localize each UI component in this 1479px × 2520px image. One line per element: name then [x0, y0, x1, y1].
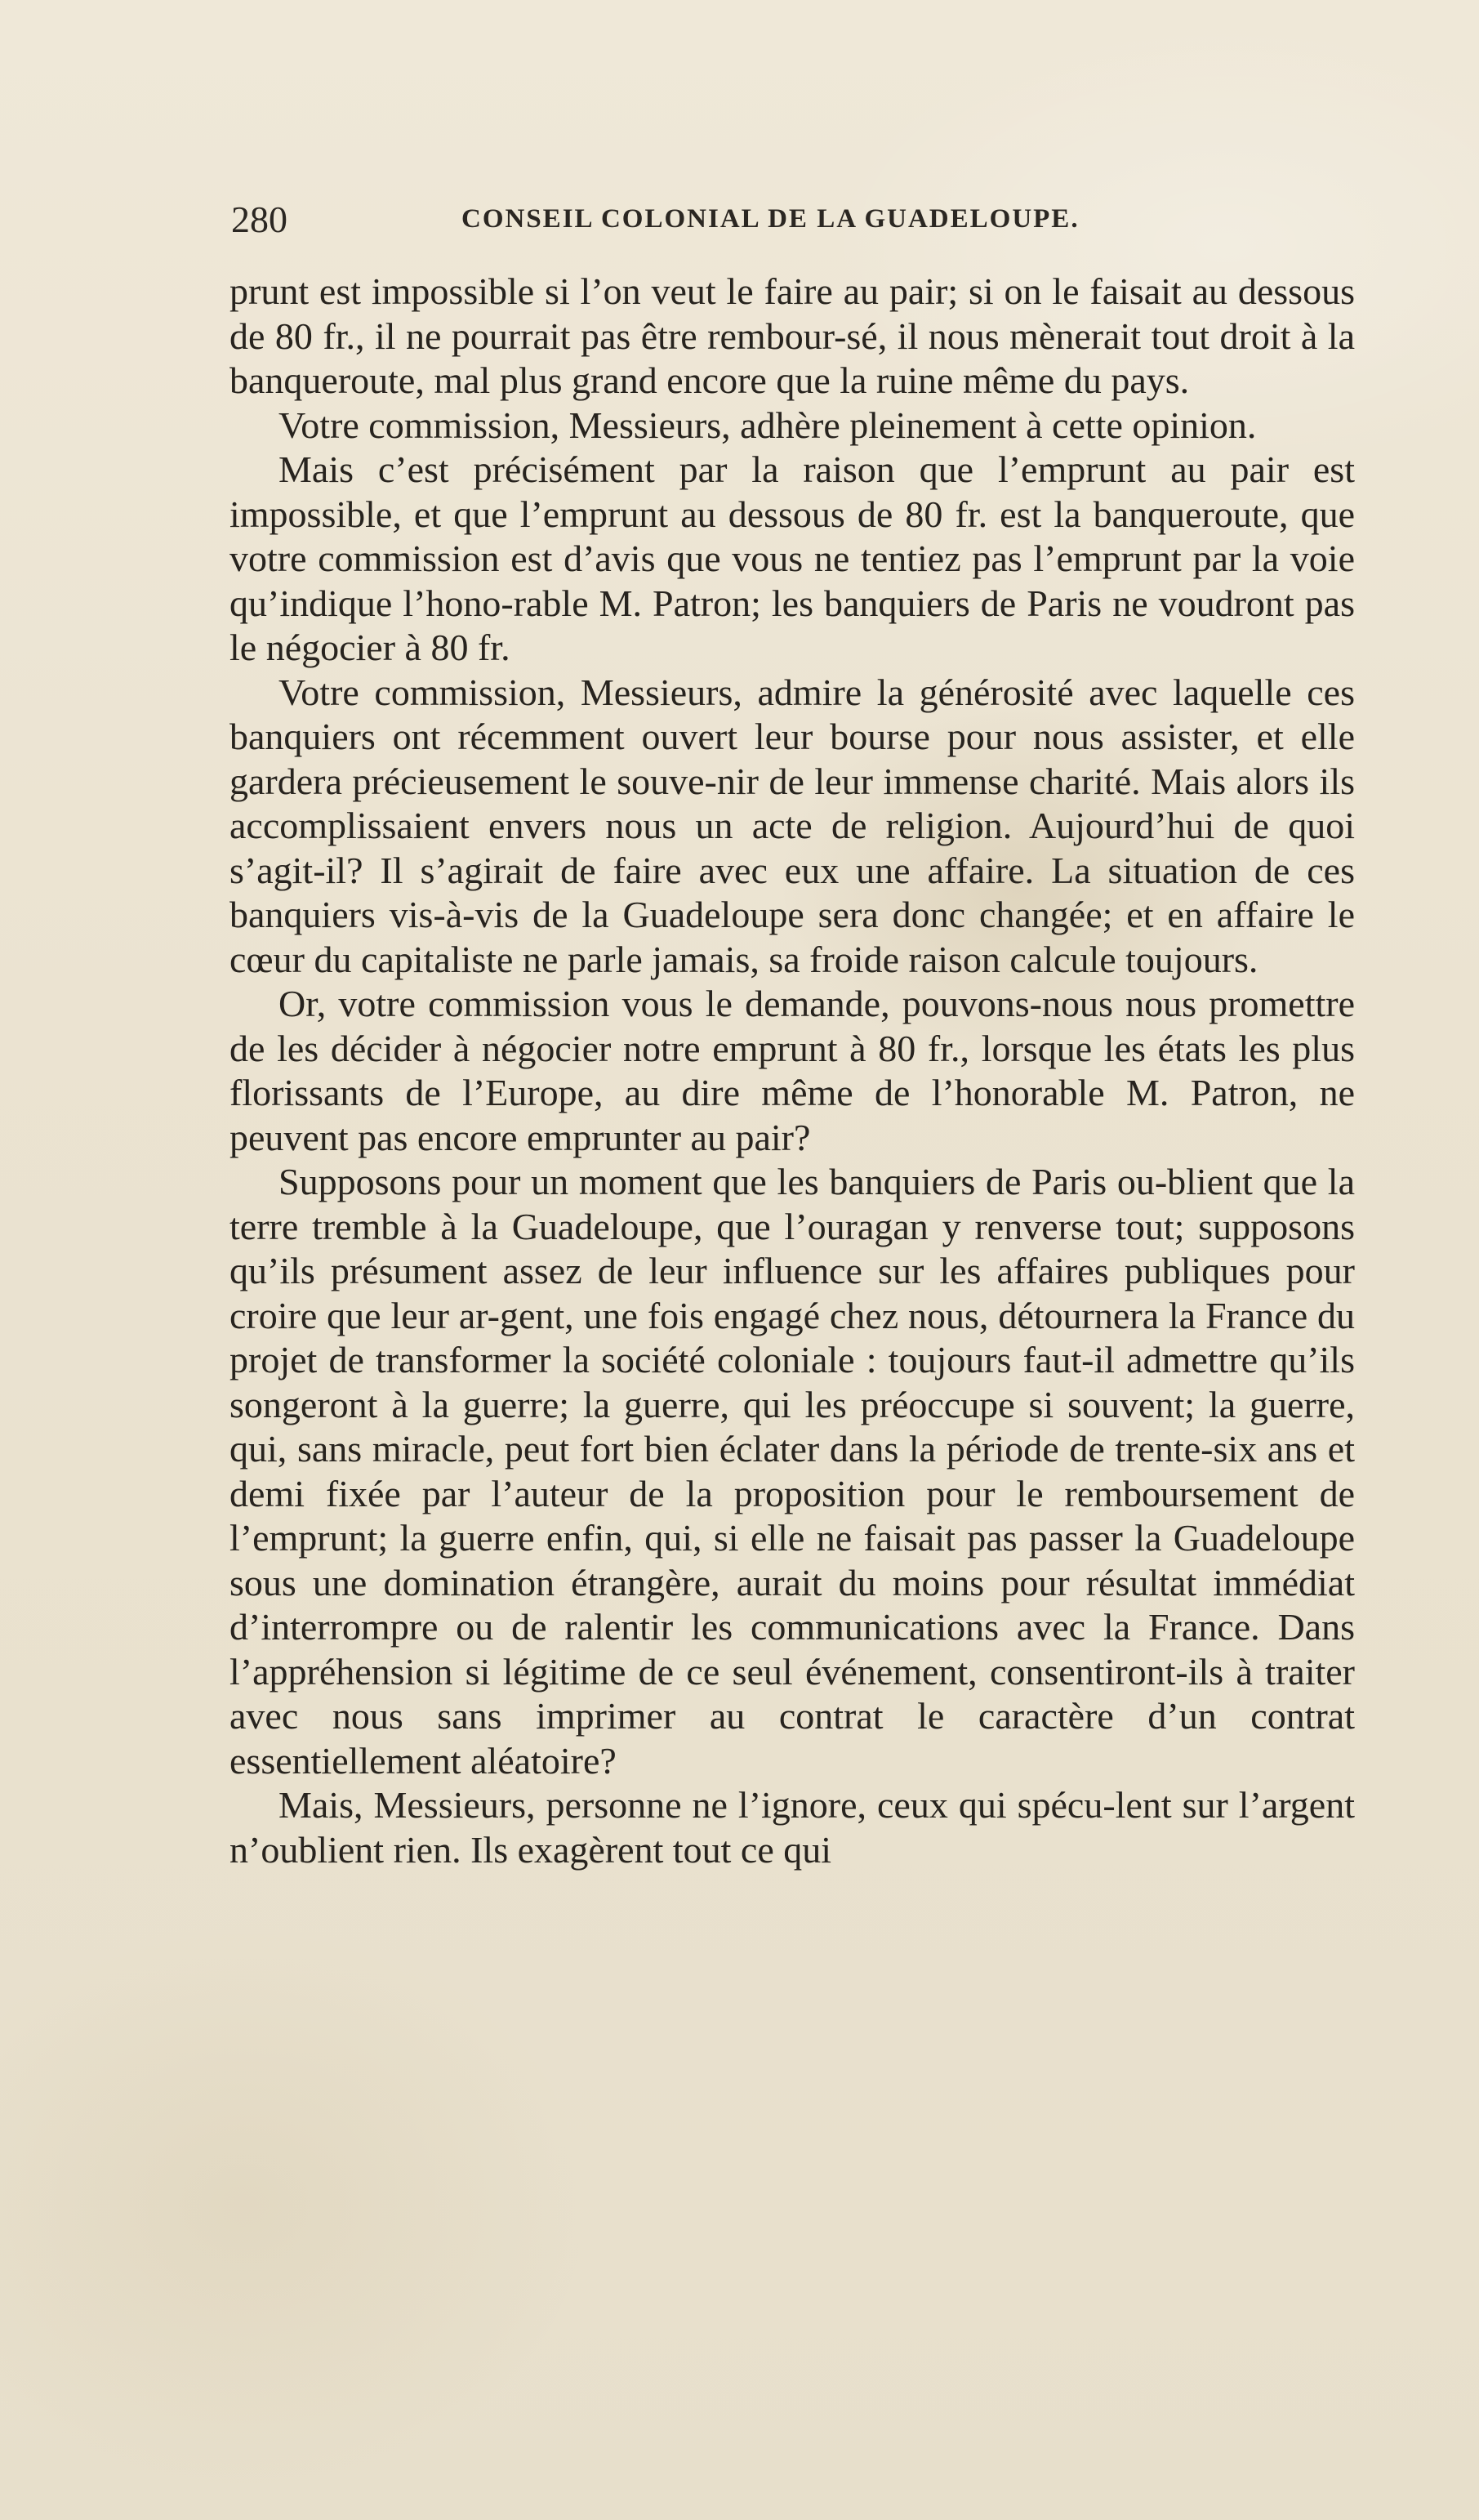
paragraph-3: Mais c’est précisément par la raison que l’emprunt au pair est impossible, et que l’emprunt au dessous de 80 fr. est la banqueroute, que votre commission est d’avis que vous ne tentiez pas l’emprunt par la voie qu’indique l’hono-rable M. Patron; les banquiers de Paris ne voudront pas le négocier à 80 fr. — [229, 448, 1355, 668]
paragraph-2: Votre commission, Messieurs, adhère pleinement à cette opinion. — [278, 404, 1257, 446]
running-head: CONSEIL COLONIAL DE LA GUADELOUPE. — [461, 204, 1080, 234]
page-number: 280 — [231, 198, 287, 240]
paragraph-1: prunt est impossible si l’on veut le faire au pair; si on le faisait au dessous de 80 fr., il ne pourrait pas être rembour-sé, il nous mènerait tout droit à la banqueroute, mal plus grand encore que la ruine même du pays. — [229, 270, 1355, 401]
paragraph-7: Mais, Messieurs, personne ne l’ignore, ceux qui spécu-lent sur l’argent n’oublient rien. Ils exagèrent tout ce qui — [229, 1784, 1355, 1871]
paragraph-6: Supposons pour un moment que les banquiers de Paris ou-blient que la terre tremble à la Guadeloupe, que l’ouragan y renverse tout; supposons qu’ils présument assez de leur influence sur les affaires publiques pour croire que leur ar-gent, une fois engagé chez nous, détournera la France du projet de transformer la société coloniale : toujours faut-il admettre qu’ils songeront à la guerre; la guerre, qui les préoccupe si souvent; la guerre, qui, sans miracle, peut fort bien éclater dans la période de trente-six ans et demi fixée par l’auteur de la proposition pour le remboursement de l’emprunt; la guerre enfin, qui, si elle ne faisait pas passer la Guadeloupe sous une domination étrangère, aurait du moins pour résultat immédiat d’interrompre ou de ralentir les communications avec la France. Dans l’appréhension si légitime de ce seul événement, consentiront-ils à traiter avec nous sans imprimer au contrat le caractère d’un contrat essentiellement aléatoire? — [229, 1161, 1355, 1782]
page-header — [231, 198, 1350, 247]
paragraph-5: Or, votre commission vous le demande, pouvons-nous nous promettre de les décider à négocier notre emprunt à 80 fr., lorsque les états les plus florissants de l’Europe, au dire même de l’honorable M. Patron, ne peuvent pas encore emprunter au pair? — [229, 983, 1355, 1158]
body-text — [229, 270, 1355, 1872]
paragraph-4: Votre commission, Messieurs, admire la générosité avec laquelle ces banquiers ont récemment ouvert leur bourse pour nous assister, et elle gardera précieusement le souve-nir de leur immense charité. Mais alors ils accomplissaient envers nous un acte de religion. Aujourd’hui de quoi s’agit-il? Il s’agirait de faire avec eux une affaire. La situation de ces banquiers vis-à-vis de la Guadeloupe sera donc changée; et en affaire le cœur du capitaliste ne parle jamais, sa froide raison calcule toujours. — [229, 671, 1355, 980]
